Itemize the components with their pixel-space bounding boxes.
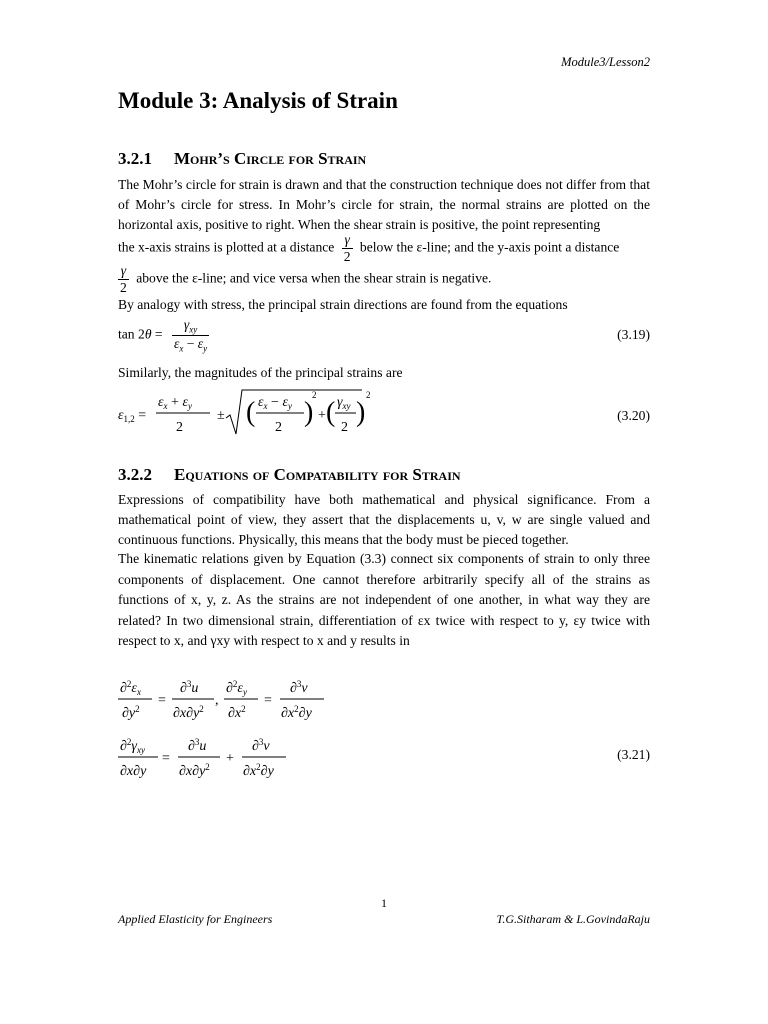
paragraph-line-above bbox=[118, 263, 491, 296]
svg-text:εx + εy: $\varepsilon_x + \varepsilon_y$ bbox=[158, 395, 192, 411]
section-title: Equations of Compatability for Strain bbox=[174, 465, 461, 484]
svg-text:): ) bbox=[304, 397, 314, 428]
page-title: Module 3: Analysis of Strain bbox=[118, 88, 398, 113]
fraction-gamma-over-2-b: $\frac{\gamma}{2}$ bbox=[120, 263, 127, 295]
svg-text:∂2εx: $\partial^2\varepsilon_x$ bbox=[120, 679, 141, 697]
svg-text:γxy: $\gamma_{xy}$ bbox=[337, 395, 351, 411]
footer-book-title: Applied Elasticity for Engineers bbox=[118, 912, 273, 926]
svg-text:(: ( bbox=[246, 397, 256, 428]
equation-number-3-19: (3.19) bbox=[617, 327, 650, 342]
paragraph-principal-strains: Similarly, the magnitudes of the principal strains are bbox=[118, 365, 403, 380]
equation-number-3-20: (3.20) bbox=[617, 408, 650, 423]
fraction-tan2theta: $\frac{\gamma_{xy}}{\varepsilon_x - \varepsilon_y}$ bbox=[173, 317, 208, 354]
svg-text:∂3v: ∂$^3$v bbox=[252, 737, 270, 754]
text-above-e-line: above the ε-line; and vice versa when the shear strain is negative. bbox=[136, 270, 492, 286]
equation-3-20 bbox=[118, 388, 378, 440]
svg-text:+: + bbox=[226, 751, 234, 766]
svg-text:∂3u: ∂$^3$u bbox=[180, 679, 199, 696]
svg-text:∂3u: ∂$^3$u bbox=[188, 737, 207, 754]
svg-text:+: + bbox=[318, 408, 326, 423]
svg-text:): ) bbox=[356, 397, 366, 428]
running-header: Module3/Lesson2 bbox=[561, 55, 650, 69]
svg-text:2: 2 bbox=[312, 390, 317, 400]
svg-text:2: 2 bbox=[366, 390, 371, 400]
svg-text:=: = bbox=[158, 693, 166, 708]
equation-3-21-line2 bbox=[118, 733, 318, 783]
text-below-e-line: below the ε-line; and the y-axis point a distance bbox=[359, 239, 620, 255]
page-number: 1 bbox=[381, 896, 387, 910]
paragraph-line-distance bbox=[118, 232, 619, 265]
text-x-axis-distance: the x-axis strains is plotted at a distance bbox=[118, 239, 335, 255]
svg-text:=: = bbox=[264, 693, 272, 708]
section-heading-3-2-1 bbox=[118, 149, 366, 169]
svg-text:=: = bbox=[162, 751, 170, 766]
paragraph-principal-directions: By analogy with stress, the principal strain directions are found from the equations bbox=[118, 297, 568, 312]
svg-text:ε1,2 =: $\varepsilon_{1,2}$ = bbox=[118, 408, 147, 424]
svg-text:∂x2∂y: $\partial x^2\partial y$ bbox=[243, 762, 274, 779]
svg-text:∂x∂y2: $\partial x\partial y^2$ bbox=[173, 704, 204, 721]
section-title: Mohr’s Circle for Strain bbox=[174, 149, 367, 168]
svg-text:2: 2 bbox=[341, 420, 348, 435]
svg-text:2: 2 bbox=[275, 420, 282, 435]
svg-text:±: ± bbox=[217, 408, 225, 423]
section-heading-3-2-2 bbox=[118, 465, 461, 485]
equation-number-3-21: (3.21) bbox=[617, 747, 650, 762]
svg-text:∂2γxy: $\partial^2\gamma_{xy}$ bbox=[120, 737, 145, 755]
svg-text:∂x∂y: ∂x∂y bbox=[120, 764, 147, 779]
paragraph-mohr-intro: The Mohr’s circle for strain is drawn and that the construction technique does not differ from that of Mohr’s circle for stress. In Mohr’s circle for strain, the normal strains are plotted on the horizontal axis, positive to right. When the shear strain is positive, the point representing bbox=[118, 177, 650, 232]
svg-text:,: , bbox=[215, 693, 219, 708]
svg-text:∂x2∂y: $\partial x^2\partial y$ bbox=[281, 704, 312, 721]
section-number: 3.2.1 bbox=[118, 149, 152, 168]
footer-authors: T.G.Sitharam & L.GovindaRaju bbox=[496, 912, 650, 926]
svg-text:(: ( bbox=[326, 397, 336, 428]
svg-text:∂x∂y2: $\partial x\partial y^2$ bbox=[179, 762, 210, 779]
paragraph-kinematic: The kinematic relations given by Equation (3.3) connect six components of strain to only three components of displacement. One cannot therefore arbitrarily specify all of the strains as functions of x, y, z. As the strains are not independent of one another, in what way they are related? In two dimensional strain, differentiation of εx twice with respect to y, εy twice with respect to x, and γxy with respect to x and y results in bbox=[118, 551, 650, 648]
svg-text:∂y2: $\partial y^2$ bbox=[122, 704, 140, 721]
paragraph-compatibility: Expressions of compatibility have both mathematical and physical significance. From a mathematical point of view, they assert that the displacements u, v, w are single valued and continuous functions. Physically, this means that the body must be pieced together. bbox=[118, 492, 650, 547]
fraction-gamma-over-2: $\frac{\gamma}{2}$ bbox=[343, 232, 351, 264]
svg-text:∂2εy: $\partial^2\varepsilon_y$ bbox=[226, 679, 247, 697]
svg-text:εx − εy: $\varepsilon_x - \varepsilon_y$ bbox=[258, 395, 292, 411]
equation-3-21-line1 bbox=[118, 675, 348, 725]
section-number: 3.2.2 bbox=[118, 465, 152, 484]
svg-text:2: 2 bbox=[176, 420, 183, 435]
equation-3-19: tan 2θ = $\frac{\gamma_{xy}}{\varepsilon_x - \varepsilon_y}$ bbox=[118, 317, 208, 354]
svg-text:∂x2: $\partial x^2$ bbox=[228, 704, 246, 721]
svg-text:∂3v: ∂$^3$v bbox=[290, 679, 308, 696]
